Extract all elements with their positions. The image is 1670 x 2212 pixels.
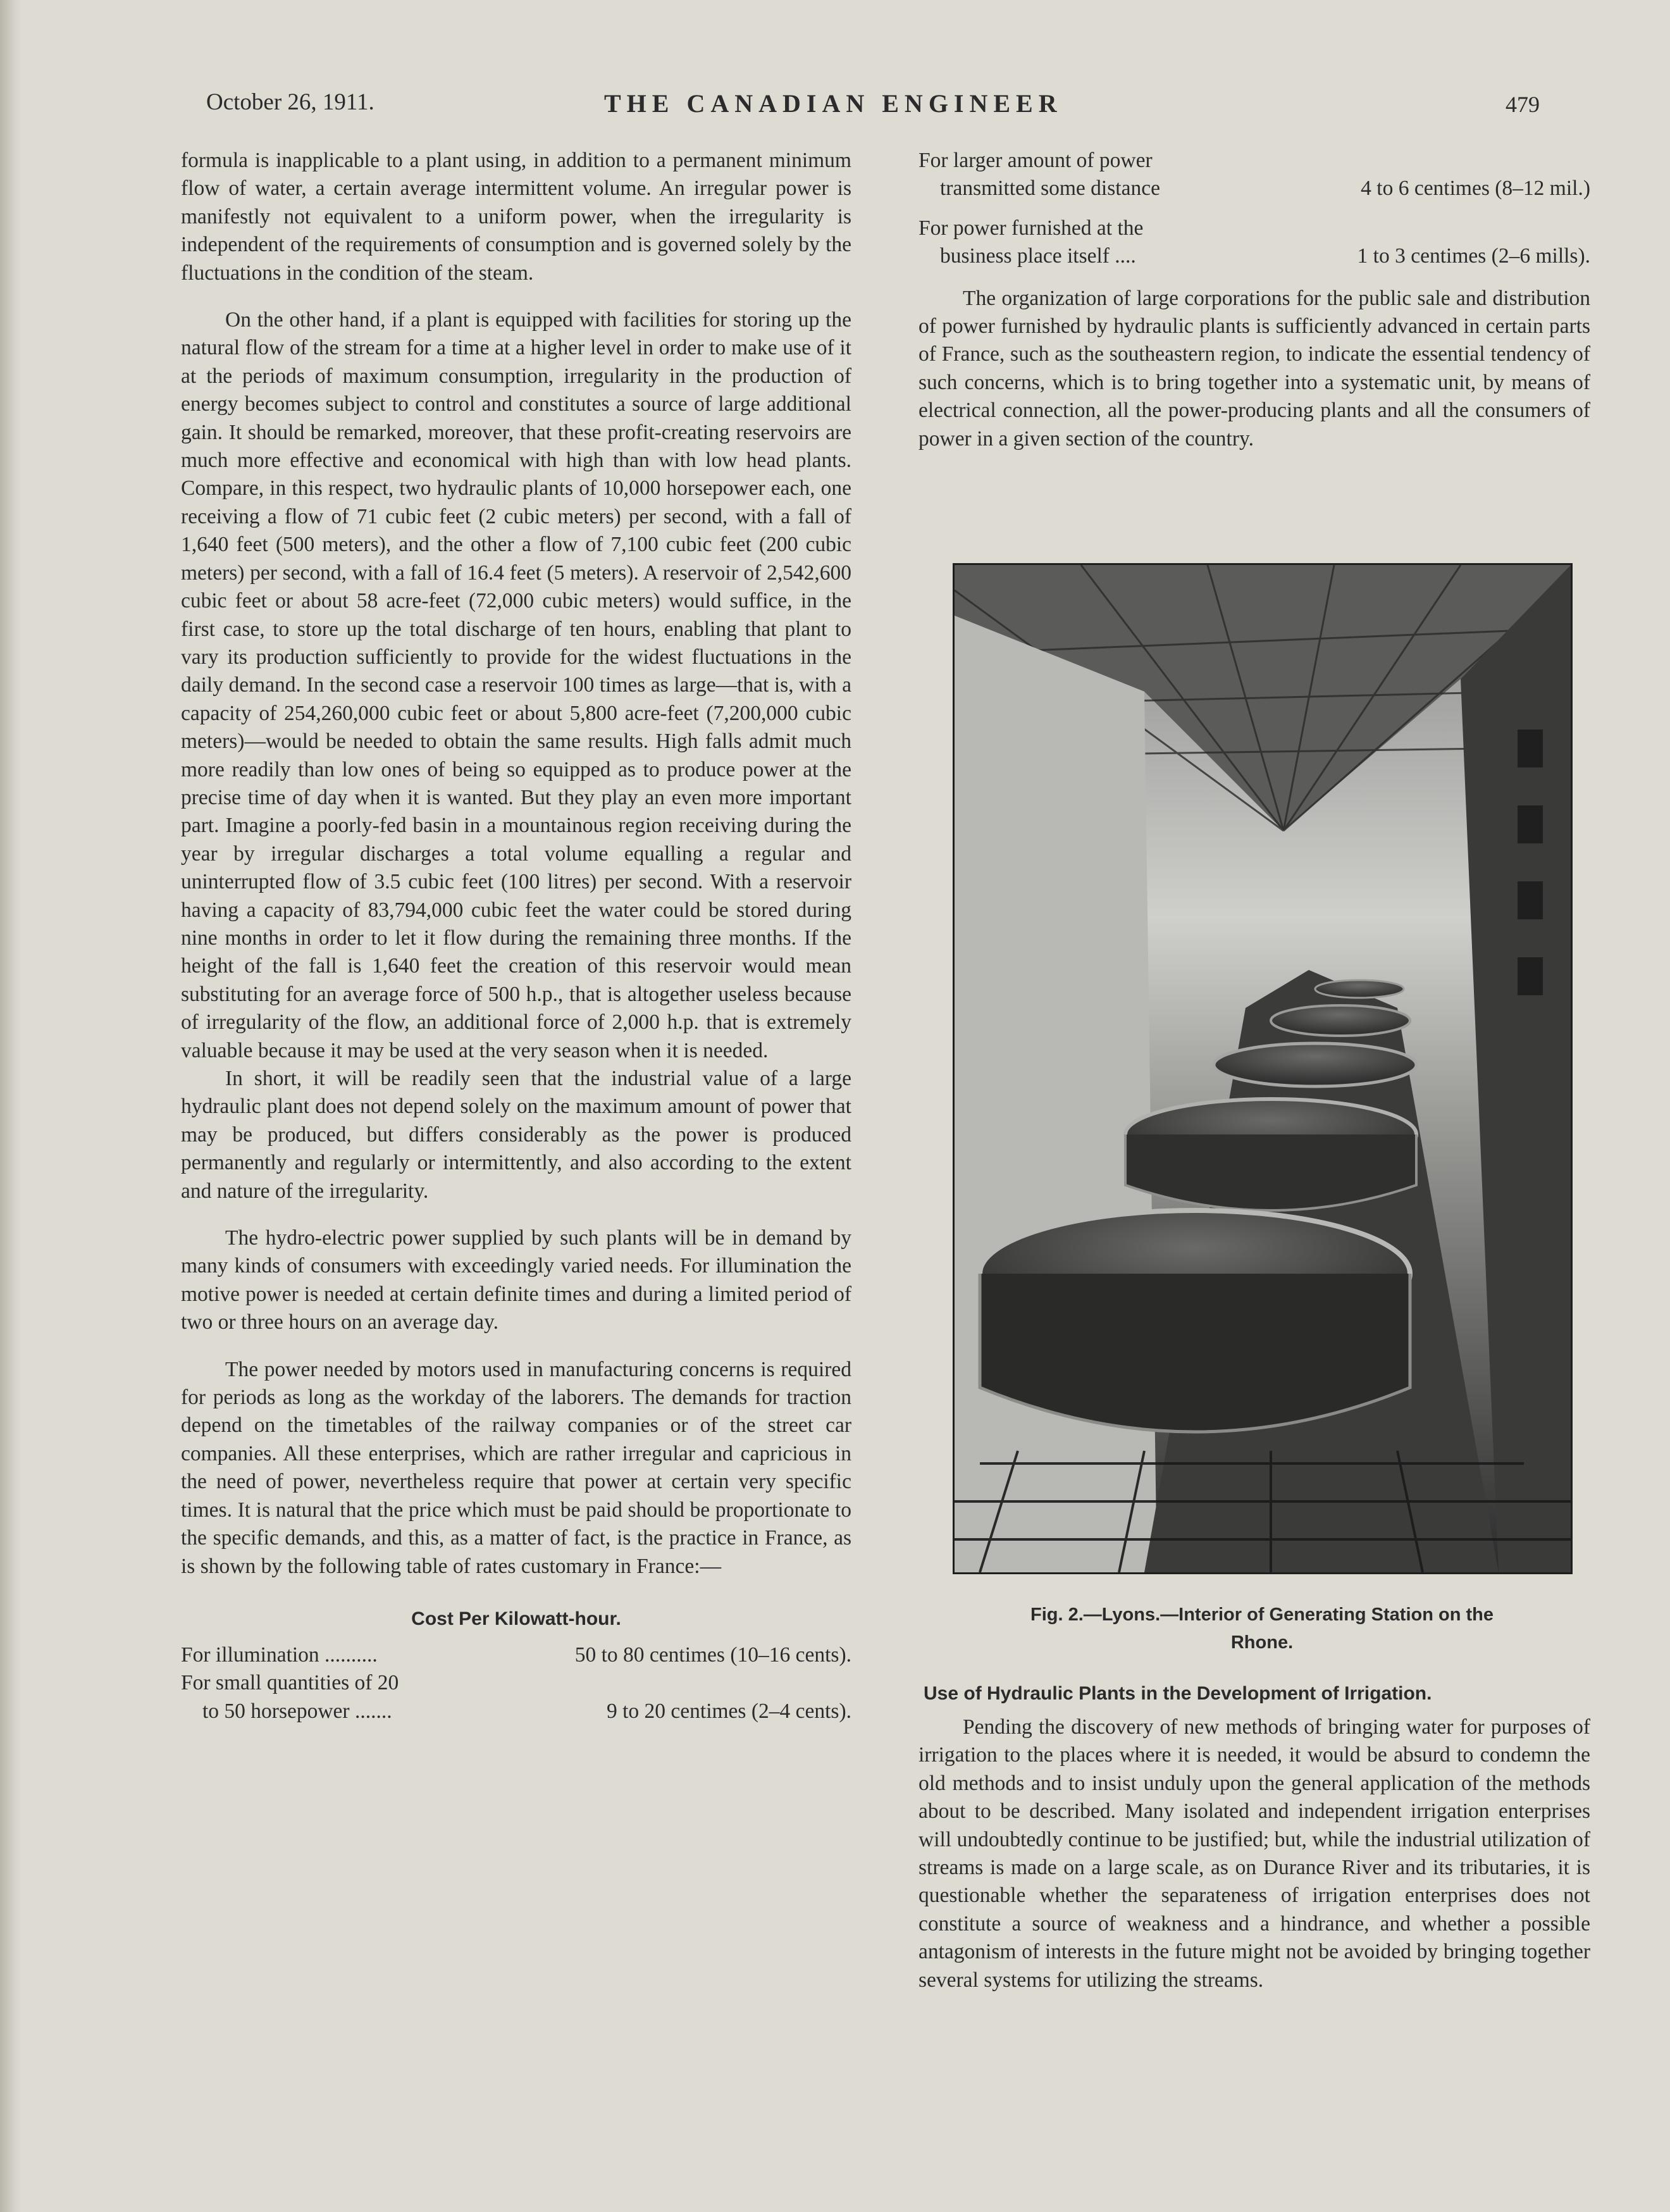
- table-heading: Cost Per Kilowatt-hour.: [411, 1608, 621, 1629]
- rate-row: [918, 147, 1590, 175]
- figure-caption-line: Rhone.: [1230, 1632, 1294, 1653]
- figure-caption-line: Fig. 2.—Lyons.—Interior of Generating Station on the: [1030, 1605, 1494, 1625]
- rate-row: [181, 1669, 851, 1697]
- body-paragraph: The power needed by motors used in manufacturing concerns is required for periods as long as the workday of the laborers. The demands for traction depend on the timetables of the railway companies or of the street car companies. All these enterprises, which are rather irregular and capricious in the need of power, nevertheless require that power at certain very specific times. It is natural that the price which must be paid should be proportionate to the specific demands, and this, as a matter of fact, is the practice in France, as is shown by the following table of rates customary in France:—: [181, 1357, 851, 1578]
- rate-value: 1 to 3 centimes (2–6 mills).: [1357, 244, 1590, 268]
- rate-description: business place itself ....: [940, 244, 1136, 268]
- right-column: [918, 147, 1590, 453]
- rate-table-left: [181, 1641, 851, 1725]
- body-paragraph: In short, it will be readily seen that the industrial value of a large hydraulic plant does not depend solely on the maximum amount of power that may be produced, but differs considerably as the power is produced permanently and regularly or intermittently, and also according to the extent and nature of the irregularity.: [181, 1067, 851, 1203]
- rate-description: For small quantities of 20: [181, 1671, 399, 1695]
- generating-station-photo: [953, 563, 1573, 1574]
- rate-description: For illumination ..........: [181, 1643, 378, 1667]
- rate-row: [918, 242, 1590, 270]
- page-header: [0, 89, 1670, 127]
- rate-value: 9 to 20 centimes (2–4 cents).: [606, 1699, 851, 1723]
- rate-table-right: [918, 147, 1590, 271]
- figure-caption: [936, 1601, 1588, 1656]
- rate-row: [181, 1698, 851, 1725]
- body-paragraph: The hydro-electric power supplied by such plants will be in demand by many kinds of consumers with exceedingly varied needs. For illumination the motive power is needed at certain definite times and during a limited period of two or three hours on an average day.: [181, 1226, 851, 1334]
- section-heading: Use of Hydraulic Plants in the Development of Irrigation.: [924, 1683, 1432, 1704]
- left-column: [181, 147, 851, 1725]
- right-column-lower: [918, 1683, 1590, 1994]
- page-number: 479: [1506, 92, 1540, 117]
- rate-description: to 50 horsepower .......: [202, 1699, 392, 1723]
- rate-value: 50 to 80 centimes (10–16 cents).: [574, 1643, 851, 1667]
- page-spine-shadow: [0, 0, 22, 2212]
- journal-title: THE CANADIAN ENGINEER: [604, 89, 1063, 118]
- rate-row: [181, 1641, 851, 1669]
- body-paragraph: The organization of large corporations for the public sale and distribution of power furnished by hydraulic plants is sufficiently advanced in certain parts of France, such as the southeastern region, to indicate the essential tendency of such concerns, which is to bring together into a systematic unit, by means of electrical connection, all the power-producing plants and all the consumers of power in a given section of the country.: [918, 286, 1590, 450]
- body-paragraph: Pending the discovery of new methods of bringing water for purposes of irrigation to the places where it is needed, it would be absurd to condemn the old methods and to insist unduly upon the general application of the methods about to be described. Many isolated and independent irrigation enterprises will undoubtedly continue to be justified; but, while the industrial utilization of streams is made on a large scale, as on Durance River and its tributaries, it is questionable whether the separateness of irrigation enterprises does not constitute a source of weakness and a hindrance, and whether a possible antagonism of interests in the future might not be avoided by bringing together several systems for utilizing the streams.: [918, 1715, 1590, 1992]
- issue-date: October 26, 1911.: [206, 89, 374, 115]
- rate-description: For power furnished at the: [918, 216, 1144, 240]
- body-paragraph: On the other hand, if a plant is equipped with facilities for storing up the natural flow of the stream for a time at a higher level in order to make use of it at the periods of maximum consumption, irregularity in the production of energy becomes subject to control and constitutes a source of large additional gain. It should be remarked, moreover, that these profit-creating reservoirs are much more effective and economical with high than with low head plants. Compare, in this respect, two hydraulic plants of 10,000 horsepower each, one receiving a flow of 71 cubic feet (2 cubic meters) per second, with a fall of 1,640 feet (500 meters), and the other a flow of 7,100 cubic feet (200 cubic meters) per second, with a fall of 16.4 feet (5 meters). A reservoir of 2,542,600 cubic feet or about 58 acre-feet (72,000 cubic meters) would suffice, in the first case, to store up the total discharge of ten hours, enabling that plant to vary its production sufficiently to provide for the widest fluctuations in the daily demand. In the second case a reservoir 100 times as large—that is, with a capacity of 254,260,000 cubic feet or about 5,800 acre-feet (7,200,000 cubic meters)—would be needed to obtain the same results. High falls admit much more readily than low ones of being so equipped as to produce power at the precise time of day when it is wanted. But they play an even more important part. Imagine a poorly-fed basin in a mountainous region receiving during the year by irregular discharges a total volume equalling a regular and uninterrupted flow of 3.5 cubic feet (100 litres) per second. With a reservoir having a capacity of 83,794,000 cubic feet the water could be stored during nine months in order to let it flow during the remaining three months. If the height of the fall is 1,640 feet the creation of this reservoir would mean substituting for an average force of 500 h.p., that is altogether useless because of irregularity of the flow, an additional force of 2,000 h.p. that is extremely valuable because it may be used at the very season when it is needed.: [181, 308, 851, 1062]
- rate-row: [918, 214, 1590, 242]
- rate-description: transmitted some distance: [940, 177, 1160, 201]
- rate-value: 4 to 6 centimes (8–12 mil.): [1361, 177, 1590, 201]
- rate-description: For larger amount of power: [918, 149, 1153, 172]
- body-paragraph: formula is inapplicable to a plant using, in addition to a permanent minimum flow of water, a certain average intermittent volume. An irregular power is manifestly not equivalent to a uniform power, when the irregularity is independent of the requirements of consumption and is governed solely by the fluctuations in the condition of the steam.: [181, 149, 851, 285]
- rate-row: [918, 175, 1590, 202]
